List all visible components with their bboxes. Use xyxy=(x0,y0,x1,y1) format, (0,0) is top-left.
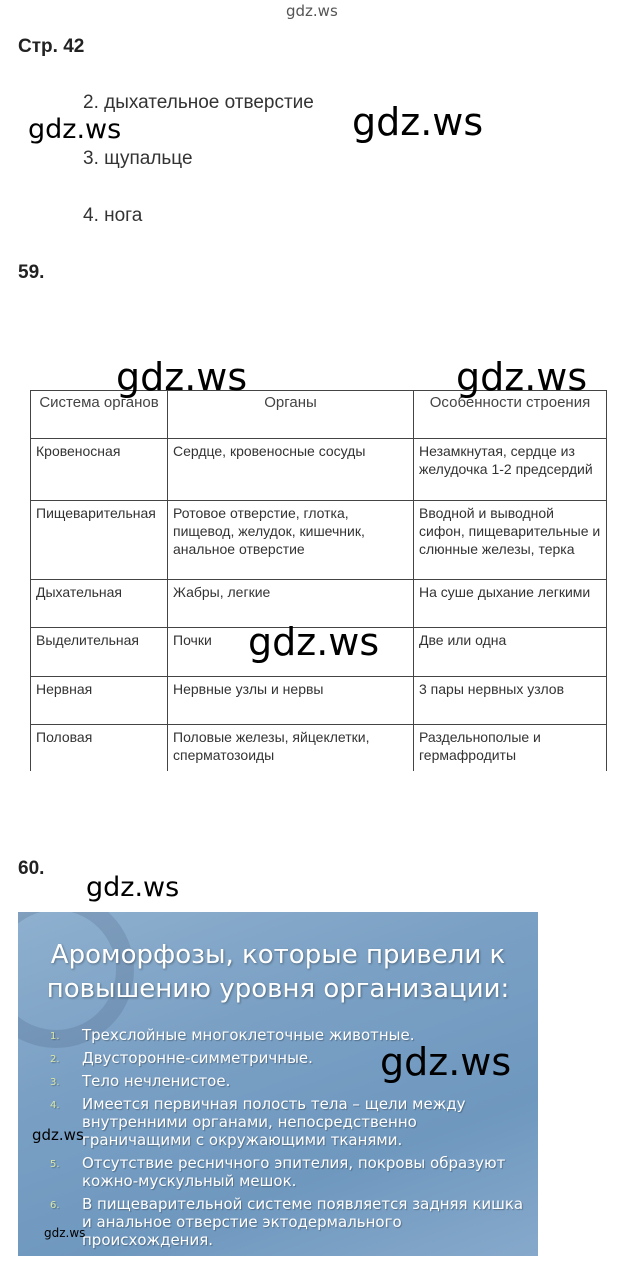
watermark: gdz.ws xyxy=(352,100,484,144)
cell-organs: Сердце, кровеносные сосуды xyxy=(168,439,414,501)
organ-systems-table xyxy=(30,390,607,771)
slide-title: Ароморфозы, которые привели к повышению уровня организации: xyxy=(46,940,510,1004)
list-item-text: Тело нечленистое. xyxy=(82,1072,231,1090)
header-organs: Органы xyxy=(168,391,414,439)
cell-features: Две или одна xyxy=(414,628,607,677)
part-item-2: 2. дыхательное отверстие xyxy=(83,92,314,113)
table-row xyxy=(31,725,607,771)
cell-organs: Жабры, легкие xyxy=(168,580,414,628)
cell-features: Незамкнутая, сердце из желудочка 1-2 предсердий xyxy=(414,439,607,501)
watermark: gdz.ws xyxy=(456,355,588,399)
part-item-3: 3. щупальце xyxy=(83,148,193,169)
aromorphoses-slide xyxy=(18,912,538,1256)
list-item-number: 3. xyxy=(50,1077,60,1088)
list-item-number: 6. xyxy=(50,1200,60,1211)
header-system: Система органов xyxy=(31,391,168,439)
list-item-text: Отсутствие ресничного эпителия, покровы образуют кожно-мускульный мешок. xyxy=(82,1154,506,1190)
list-item xyxy=(46,1095,526,1149)
watermark: gdz.ws xyxy=(116,355,248,399)
watermark: gdz.ws xyxy=(86,872,180,903)
task-59-number: 59. xyxy=(18,262,45,283)
list-item-number: 5. xyxy=(50,1159,60,1170)
cell-system: Дыхательная xyxy=(31,580,168,628)
page-heading: Стр. 42 xyxy=(18,36,85,57)
watermark: gdz.ws xyxy=(44,1226,86,1240)
list-item-text: Двусторонне-симметричные. xyxy=(82,1049,313,1067)
table-row xyxy=(31,677,607,725)
part-item-4: 4. нога xyxy=(83,205,143,226)
cell-features: На суше дыхание легкими xyxy=(414,580,607,628)
header-features: Особенности строения xyxy=(414,391,607,439)
cell-organs: Ротовое отверстие, глотка, пищевод, желудок, кишечник, анальное отверстие xyxy=(168,501,414,580)
cell-system: Нервная xyxy=(31,677,168,725)
cell-features: 3 пары нервных узлов xyxy=(414,677,607,725)
watermark: gdz.ws xyxy=(28,114,122,145)
cell-organs: Половые железы, яйцеклетки, сперматозоиды xyxy=(168,725,414,771)
cell-features: Раздельнополые и гермафродиты xyxy=(414,725,607,771)
list-item-text: Имеется первичная полость тела – щели между внутренними органами, непосредственно граничащими с окружающими тканями. xyxy=(82,1095,466,1149)
list-item-number: 4. xyxy=(50,1100,60,1111)
table-row xyxy=(31,439,607,501)
list-item-number: 1. xyxy=(50,1031,60,1042)
list-item-number: 2. xyxy=(50,1054,60,1065)
table-row xyxy=(31,501,607,580)
watermark-top: gdz.ws xyxy=(286,2,338,20)
cell-system: Кровеносная xyxy=(31,439,168,501)
watermark: gdz.ws xyxy=(248,620,380,664)
watermark: gdz.ws xyxy=(32,1126,84,1144)
list-item-text: Трехслойные многоклеточные животные. xyxy=(82,1026,415,1044)
list-item xyxy=(46,1154,526,1190)
task-60-number: 60. xyxy=(18,858,45,879)
cell-organs: Нервные узлы и нервы xyxy=(168,677,414,725)
cell-features: Вводной и выводной сифон, пищеварительные и слюнные железы, терка xyxy=(414,501,607,580)
list-item xyxy=(46,1195,526,1249)
cell-organs: Почки xyxy=(168,628,414,677)
cell-system: Выделительная xyxy=(31,628,168,677)
list-item-text: В пищеварительной системе появляется задняя кишка и анальное отверстие эктодермального происхождения. xyxy=(82,1195,524,1249)
cell-system: Пищеварительная xyxy=(31,501,168,580)
watermark: gdz.ws xyxy=(380,1040,512,1084)
cell-system: Половая xyxy=(31,725,168,771)
